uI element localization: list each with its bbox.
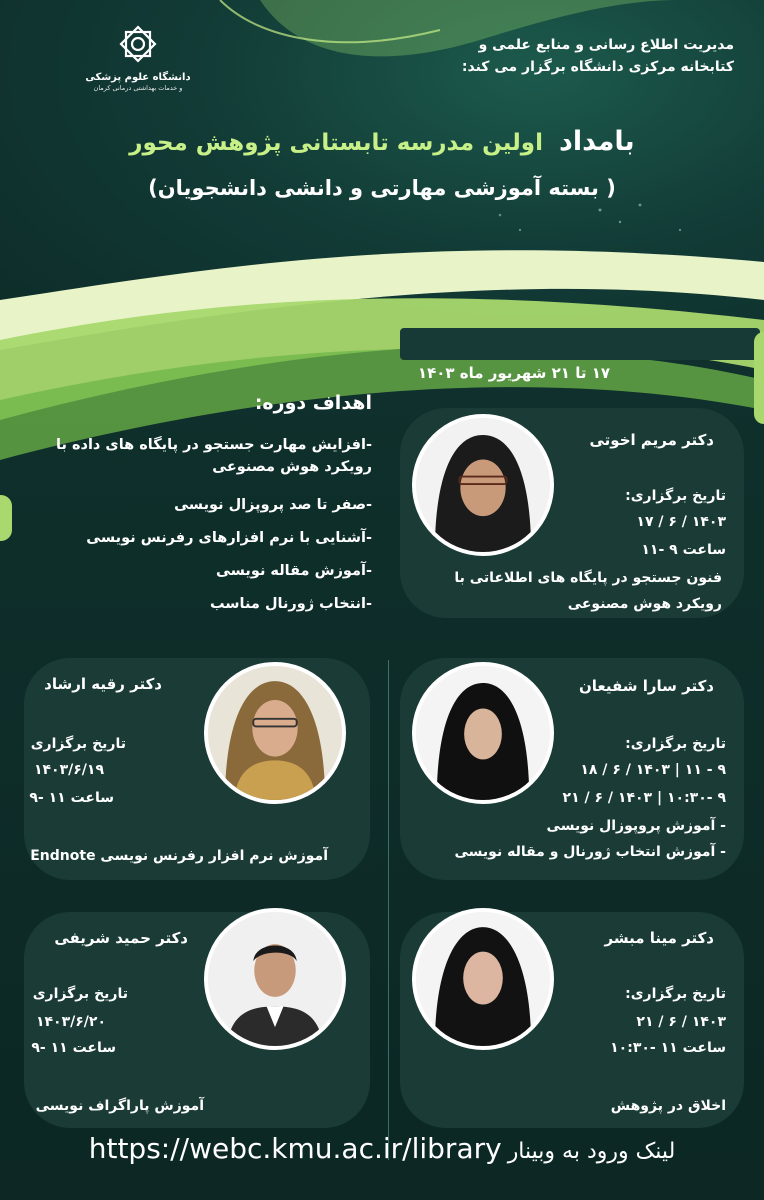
speaker-photo-mobasher xyxy=(412,908,554,1050)
person-portrait-icon xyxy=(416,912,550,1046)
goal-item: -آشنایی با نرم افزارهای رفرنس نویسی xyxy=(86,530,372,546)
goal-item: -آموزش مقاله نویسی xyxy=(215,563,372,579)
webinar-link-label: لینک ورود به وبینار xyxy=(507,1139,676,1164)
speaker-topic-ershad: آموزش نرم افزار رفرنس نویسی Endnote xyxy=(30,848,328,864)
event-title xyxy=(0,126,764,157)
speaker-date-label-mobasher: تاریخ برگزاری: xyxy=(625,986,726,1002)
speaker-topic-akhavati: فنون جستجو در پایگاه های اطلاعاتی با xyxy=(454,570,722,586)
event-subtitle: ( بسته آموزشی مهارتی و دانشی دانشجویان) xyxy=(148,176,616,200)
goal-item: -افزایش مهارت جستجو در پایگاه های داده با رویکرد هوش مصنوعی xyxy=(56,437,372,475)
speaker-topic-akhavati-2: رویکرد هوش مصنوعی xyxy=(567,596,722,612)
speaker-name-akhavati: دکتر مریم اخوتی xyxy=(589,431,714,449)
speaker-name-ershad: دکتر رقیه ارشاد xyxy=(44,675,162,693)
speaker-date-ershad: ۱۴۰۳/۶/۱۹ xyxy=(33,762,104,778)
speaker-time-akhavati: ساعت ۹ -۱۱ xyxy=(641,542,726,558)
speaker-name-shafieian: دکتر سارا شفیعان xyxy=(578,677,714,695)
person-portrait-icon xyxy=(416,418,550,552)
event-title-highlight: بامداد xyxy=(559,126,635,157)
logo-university-subtitle: و خدمات بهداشتی درمانی کرمان xyxy=(93,84,183,92)
webinar-url[interactable]: https://webc.kmu.ac.ir/library xyxy=(88,1132,502,1165)
speaker-date-label-sharifi: تاریخ برگزاری xyxy=(32,986,128,1002)
speaker-time-sharifi: ساعت ۱۱ -۹ xyxy=(31,1040,116,1056)
organizer-line-1: مدیریت اطلاع رسانی و منابع علمی و xyxy=(478,37,734,53)
speaker-date-label-shafieian: تاریخ برگزاری: xyxy=(625,736,726,752)
speaker-topic-mobasher: اخلاق در پژوهش xyxy=(610,1098,726,1114)
goal-item: -انتخاب ژورنال مناسب xyxy=(209,596,372,612)
event-title-main: اولین مدرسه تابستانی پژوهش محور xyxy=(129,130,543,156)
decorative-pill-left xyxy=(0,495,12,541)
speaker-topic2-shafieian: - آموزش انتخاب ژورنال و مقاله نویسی xyxy=(454,844,726,860)
speaker-date-sharifi: ۱۴۰۳/۶/۲۰ xyxy=(35,1014,106,1030)
speaker-date-label-akhavati: تاریخ برگزاری: xyxy=(625,488,726,504)
organizer-text xyxy=(374,34,734,78)
speaker-topic1-shafieian: - آموزش پروپوزال نویسی xyxy=(546,818,726,834)
speaker-name-sharifi: دکتر حمید شریفی xyxy=(54,929,188,947)
speaker-photo-akhavati xyxy=(412,414,554,556)
goal-item: -صفر تا صد پروپزال نویسی xyxy=(174,497,372,513)
webinar-link-bar xyxy=(0,1132,764,1165)
speaker-photo-shafieian xyxy=(412,662,554,804)
person-portrait-icon xyxy=(208,912,342,1046)
event-date-range: ۱۷ تا ۲۱ شهریور ماه ۱۴۰۳ xyxy=(417,364,610,382)
speaker-date-label-ershad: تاریخ برگزاری xyxy=(30,736,126,752)
university-logo xyxy=(78,18,198,92)
speaker-name-mobasher: دکتر مینا مبشر xyxy=(604,929,714,947)
speaker-photo-ershad xyxy=(204,662,346,804)
speaker-time-mobasher: ساعت ۱۱ -۱۰:۳۰ xyxy=(610,1040,726,1056)
organizer-line-2: کتابخانه مرکزی دانشگاه برگزار می کند: xyxy=(461,59,734,75)
goals-list xyxy=(32,434,372,626)
speaker-date-mobasher: ۱۴۰۳ / ۶ / ۲۱ xyxy=(636,1014,726,1030)
decorative-pill-right xyxy=(754,332,764,424)
goals-heading: اهداف دوره: xyxy=(254,392,372,414)
speaker-time-ershad: ساعت ۱۱ -۹ xyxy=(29,790,114,806)
speaker-topic-sharifi: آموزش پاراگراف نویسی xyxy=(35,1098,204,1114)
logo-university-name: دانشگاه علوم پزشکی xyxy=(85,72,191,83)
date-band xyxy=(400,328,760,360)
university-emblem-icon xyxy=(112,18,164,70)
person-portrait-icon xyxy=(416,666,550,800)
person-portrait-icon xyxy=(208,666,342,800)
speaker-photo-sharifi xyxy=(204,908,346,1050)
column-divider xyxy=(388,660,389,1160)
speaker-date-akhavati: ۱۴۰۳ / ۶ / ۱۷ xyxy=(636,514,726,530)
speaker-date2-shafieian: ۹ -۱۰:۳۰ | ۱۴۰۳ / ۶ / ۲۱ xyxy=(562,790,726,806)
speaker-date1-shafieian: ۹ - ۱۱ | ۱۴۰۳ / ۶ / ۱۸ xyxy=(580,762,726,778)
